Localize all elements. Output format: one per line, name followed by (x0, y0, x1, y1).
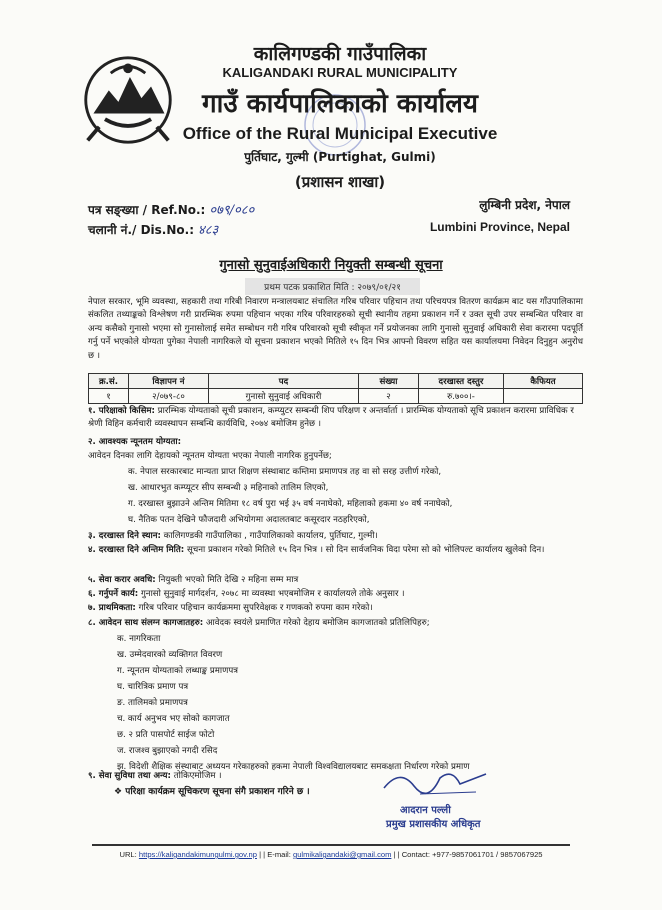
table-header-row (89, 374, 583, 389)
footer-url-label: URL: (119, 850, 139, 859)
notice-title: गुनासो सुनुवाईअधिकारी नियुक्ती सम्बन्धी सूचना (219, 258, 443, 273)
section-documents (88, 617, 583, 630)
application-place-label: ३. दरखास्त दिने स्थान: (88, 531, 161, 541)
priority-label: ७. प्राथमिकता: (88, 603, 136, 613)
deadline-text: सूचना प्रकाशन गरेको मितिले १५ दिन भित्र । सो दिन सार्वजनिक विदा परेमा सो को भोलिपल्ट कार्यालय खुलेको दिन। (184, 545, 545, 555)
section-application-place (88, 530, 583, 543)
office-address: पुर्तिघाट, गुल्मी (Purtighat, Gulmi) (244, 150, 436, 164)
exam-type-label: १. परिक्षाको किसिम: (88, 406, 155, 416)
exam-schedule-text: परिक्षा कार्यक्रम सूचिकरण सूचना संगै प्रकाशन गरिने छ । (125, 787, 310, 797)
dispatch-number (88, 220, 218, 238)
contract-period-label: ५. सेवा करार अवधि: (88, 575, 156, 585)
document-item: ङ. तालिमको प्रमाणपत्र (117, 698, 188, 708)
col-count: संख्या (359, 374, 419, 389)
qualification-label: २. आवश्यक न्यूनतम योग्यता: (88, 437, 182, 447)
document-item: ग. न्यूनतम योग्यताको लब्धाङ्क प्रमाणपत्र (117, 666, 238, 676)
footer-email-label: | | E-mail: (256, 850, 293, 859)
notice-intro: नेपाल सरकार, भूमि व्यवस्था, सहकारी तथा गरिबी निवारण मन्त्रालयबाट संचालित गरिब परिवार पहिचान तथा परिचयपत्र वितरण कार्यक्रम बाट यस गाँउपालिकामा संकलित तथ्याङ्कको विश्लेषण गरी प्रारम्भिक रुपमा पहिचान भएका गरिब परिवारहरुको सूची स्थानीय तहमा प्रकाशन गर्ने र उक्त सूची उपर सम्बन्धित परिवार वा अन्य कसैको गुनासो भएमा सो गुनासोलाई समेत सम्बोधन गरी गरिब परिवारको सूची स्वीकृत गर्ने प्रयोजनका लागि गुनासो सुनुवाई अधिकारी सेवा करारमा पदपूर्ति गर्नु पर्ने भएकोले योग्यता पुगेका नेपाली नागरिकले यो सूचना प्रकाशन भएको मितिले १५ दिन भित्र आफ्नो विवरण सहित यस कार्यालयमा निवेदन दिनुहुन अनुरोध छ । (88, 297, 583, 361)
signatory-name: आदरान पल्ली (400, 805, 451, 816)
exam-type-text: प्रारम्भिक योग्यताको सूची प्रकाशन, कम्प्युटर सम्बन्धी शिप परिक्षण र अन्तर्वार्ता । प्रारम्भिक योग्यताको सूचि प्रकाशन करारमा प्राविधिक र श्रेणी विहिन कर्मचारी व्यवस्थापन सम्बन्धि कार्यविधि, २०७४ बमोजिम हुनेछ । (88, 406, 574, 429)
section-contract-period (88, 574, 583, 587)
document-item: छ. २ प्रति पासपोर्ट साईज फोटो (117, 730, 215, 740)
contract-period-text: नियुक्ती भएको मिति देखि २ महिना सम्म मात्र (155, 575, 299, 585)
duties-text: गुनासो सुनुवाई मार्गदर्शन, २०७८ मा व्यवस्था भएबमोजिम र कार्यालयले तोके अनुसार । (138, 589, 405, 599)
application-place-text: कालिगण्डकी गाउँपालिका , गाउँपालिकाको कार्यालय, पुर्तिघाट, गुल्मी। (160, 531, 378, 541)
qualification-item: घ. नैतिक पतन देखिने फौजदारी अभियोगमा अदालतबाट कसूरदार नठहरिएको, (128, 515, 370, 525)
cell-remarks (504, 389, 583, 404)
col-ad-no: विज्ञापन नं (129, 374, 209, 389)
cell-count: २ (359, 389, 419, 404)
province-np: लुम्बिनी प्रदेश, नेपाल (479, 198, 570, 212)
footer-divider (92, 844, 570, 846)
signature-icon (380, 764, 490, 800)
footer-contact (92, 850, 570, 859)
signatory-title: प्रमुख प्रशासकीय अधिकृत (386, 819, 481, 830)
office-name-en: Office of the Rural Municipal Executive (182, 124, 498, 143)
municipality-name-en: KALIGANDAKI RURAL MUNICIPALITY (222, 65, 458, 80)
section-qualification-label (88, 436, 583, 449)
footer-url-link[interactable]: https://kaligandakimungulmi.gov.np (138, 850, 257, 859)
table-row (89, 389, 583, 404)
cell-sn: १ (89, 389, 129, 404)
benefits-label: ९. सेवा सुविधा तथा अन्य: (88, 771, 171, 781)
section-duties (88, 588, 583, 601)
qualification-item: ग. दरखास्त बुझाउने अन्तिम मितिमा १८ वर्ष पुरा भई ३५ वर्ष ननाघेको, महिलाको हकमा ४० वर्ष ननाघेको, (128, 499, 453, 509)
priority-text: गरिब परिवार पहिचान कार्यक्रममा सुपरिवेक्षक र गणकको रुपमा काम गरेको। (135, 603, 373, 613)
document-item: ख. उम्मेदवारको व्यक्तिगत विवरण (117, 650, 223, 660)
document-item: क. नागरिकता (117, 634, 161, 644)
section-deadline (88, 544, 583, 557)
qualification-intro: आवेदन दिनका लागि देहायको न्यूनतम योग्यता भएका नेपाली नागरिक हुनुपर्नेछ; (88, 451, 332, 461)
exam-schedule-note (114, 784, 310, 797)
duties-label: ६. गर्नुपर्ने कार्य: (88, 589, 139, 599)
documents-label: ८. आवेदन साथ संलग्न कागजातहरु: (88, 618, 204, 628)
footer-email-link[interactable]: gulmikaligandaki@gmail.com (292, 850, 392, 859)
deadline-label: ४. दरखास्त दिने अन्तिम मिति: (88, 545, 185, 555)
municipality-name-np: कालिगण्डकी गाउँपालिका (253, 43, 427, 65)
dis-label: चलानी नं./ Dis.No.: (88, 223, 195, 237)
ref-number (88, 200, 254, 218)
col-fee: दरखास्त दस्तुर (419, 374, 504, 389)
office-name-np: गाउँ कार्यपालिकाको कार्यालय (202, 89, 478, 119)
cell-ad-no: २/०७९-८० (129, 389, 209, 404)
document-item: झ. विदेशी शैक्षिक संस्थाबाट अध्ययन गरेकाहरुको हकमा नेपाली विश्वविद्यालयबाट समकक्षता निर्धारण गरेको प्रमाण (117, 762, 470, 772)
benefits-text: तोकिएमोजिम । (170, 771, 222, 781)
documents-text: आवेदक स्वयंले प्रमाणित गरेको देहाय बमोजिम कागजातको प्रतिलिपिहरु; (203, 618, 430, 628)
col-remarks: कैफियत (504, 374, 583, 389)
qualification-item: ख. आधारभुत कम्प्यूटर सीप सम्बन्धी ३ महिनाको तालिम लिएको, (128, 483, 329, 493)
document-item: ज. राजश्व बुझाएको नगदी रसिद (117, 746, 218, 756)
col-post: पद (209, 374, 359, 389)
ref-value: ०७९/०८० (209, 203, 255, 218)
published-date: प्रथम पटक प्रकाशित मिति : २०७९/०१/२१ (245, 278, 420, 295)
ref-label: पत्र सङ्ख्या / Ref.No.: (88, 203, 206, 217)
cell-fee: रु.७००।- (419, 389, 504, 404)
section-exam-type (88, 405, 583, 431)
document-item: च. कार्य अनुभव भए सोको कागजात (117, 714, 230, 724)
section-priority (88, 602, 583, 615)
cell-post: गुनासो सुनुवाई अधिकारी (209, 389, 359, 404)
document-item: घ. चारित्रिक प्रमाण पत्र (117, 682, 189, 692)
qualification-item: क. नेपाल सरकारबाट मान्यता प्राप्त शिक्षण संस्थाबाट कम्तिमा प्रमाणपत्र तह वा सो सरह उत्तीर्ण गरेको, (128, 467, 442, 477)
section-name: (प्रशासन शाखा) (294, 173, 386, 191)
vacancy-table (88, 373, 583, 404)
footer-phone: | | Contact: +977-9857061701 / 9857067925 (391, 850, 543, 859)
province-en: Lumbini Province, Nepal (429, 220, 570, 234)
section-benefits (88, 770, 348, 783)
col-sn: क्र.सं. (89, 374, 129, 389)
dis-value: ४८३ (198, 223, 219, 238)
star-bullet-icon: ❖ (114, 787, 126, 797)
